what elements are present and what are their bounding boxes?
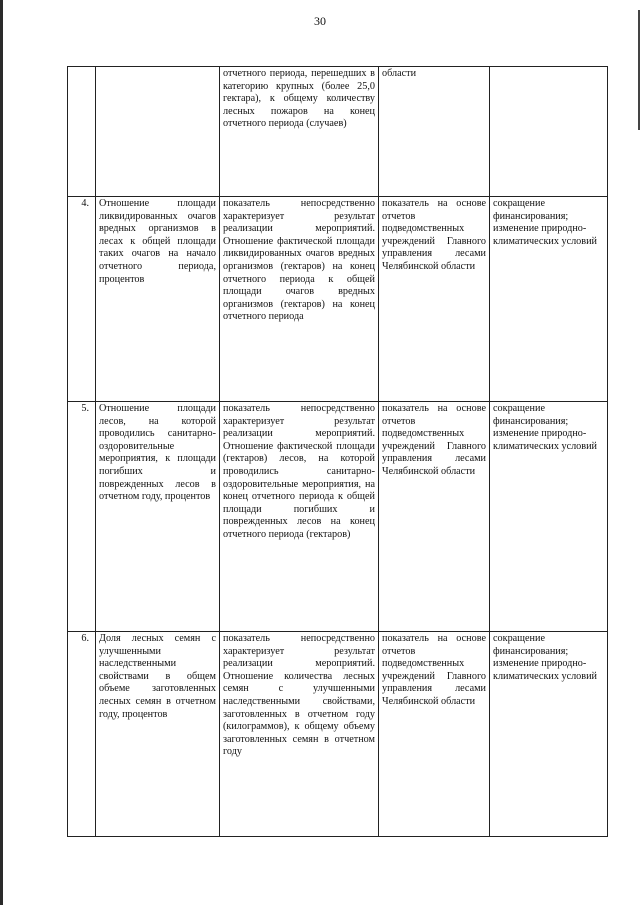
indicator-description-cell: показатель непосредственно характеризует результат реализации мероприятий. Отношение фактической площади ликвидированных очагов вредных организмов (гектаров) на конец отчетного периода к общей площади очагов вредных организмов (гектаров) на конец отчетного периода <box>220 197 379 402</box>
row-number-cell <box>68 67 96 197</box>
table-row <box>68 197 608 402</box>
data-source-cell: показатель на основе отчетов подведомственных учреждений Главного управления лесами Челябинской области <box>379 197 490 402</box>
data-source-cell: показатель на основе отчетов подведомственных учреждений Главного управления лесами Челябинской области <box>379 402 490 632</box>
risk-factors-cell: сокращение финансирования; изменение природно-климатических условий <box>490 197 608 402</box>
risk-factors-cell: сокращение финансирования; изменение природно-климатических условий <box>490 402 608 632</box>
risk-factors-cell: сокращение финансирования; изменение природно-климатических условий <box>490 632 608 837</box>
indicator-description-cell: отчетного периода, перешедших в категорию крупных (более 25,0 гектара), к общему количеству лесных пожаров на конец отчетного периода (случаев) <box>220 67 379 197</box>
indicator-name-cell: Отношение площади лесов, на которой проводились санитарно-оздоровительные мероприятия, к площади погибших и поврежденных лесов в отчетном году, процентов <box>96 402 220 632</box>
indicators-table <box>67 66 608 837</box>
data-source-cell: показатель на основе отчетов подведомственных учреждений Главного управления лесами Челябинской области <box>379 632 490 837</box>
indicator-description-cell: показатель непосредственно характеризует результат реализации мероприятий. Отношение количества лесных семян с улучшенными наследственными свойствами, заготовленных в отчетном году (килограммов), к общему объему заготовленных семян в отчетном году <box>220 632 379 837</box>
risk-factors-cell <box>490 67 608 197</box>
indicator-name-cell: Отношение площади ликвидированных очагов вредных организмов в лесах к общей площади таких очагов на начало отчетного периода, процентов <box>96 197 220 402</box>
row-number-cell: 5. <box>68 402 96 632</box>
table-row <box>68 632 608 837</box>
indicator-description-cell: показатель непосредственно характеризует результат реализации мероприятий. Отношение фактической площади (гектаров) лесов, на которой проводились санитарно-оздоровительные мероприятия, на конец отчетного периода к общей площади погибших и поврежденных лесов на конец отчетного периода (гектаров) <box>220 402 379 632</box>
data-source-cell: области <box>379 67 490 197</box>
row-number-cell: 6. <box>68 632 96 837</box>
indicator-name-cell: Доля лесных семян с улучшенными наследственными свойствами в общем объеме заготовленных лесных семян в отчетном году, процентов <box>96 632 220 837</box>
table-row <box>68 67 608 197</box>
table-row <box>68 402 608 632</box>
page-number: 30 <box>314 14 326 28</box>
indicator-name-cell <box>96 67 220 197</box>
scan-edge <box>0 0 3 905</box>
row-number-cell: 4. <box>68 197 96 402</box>
